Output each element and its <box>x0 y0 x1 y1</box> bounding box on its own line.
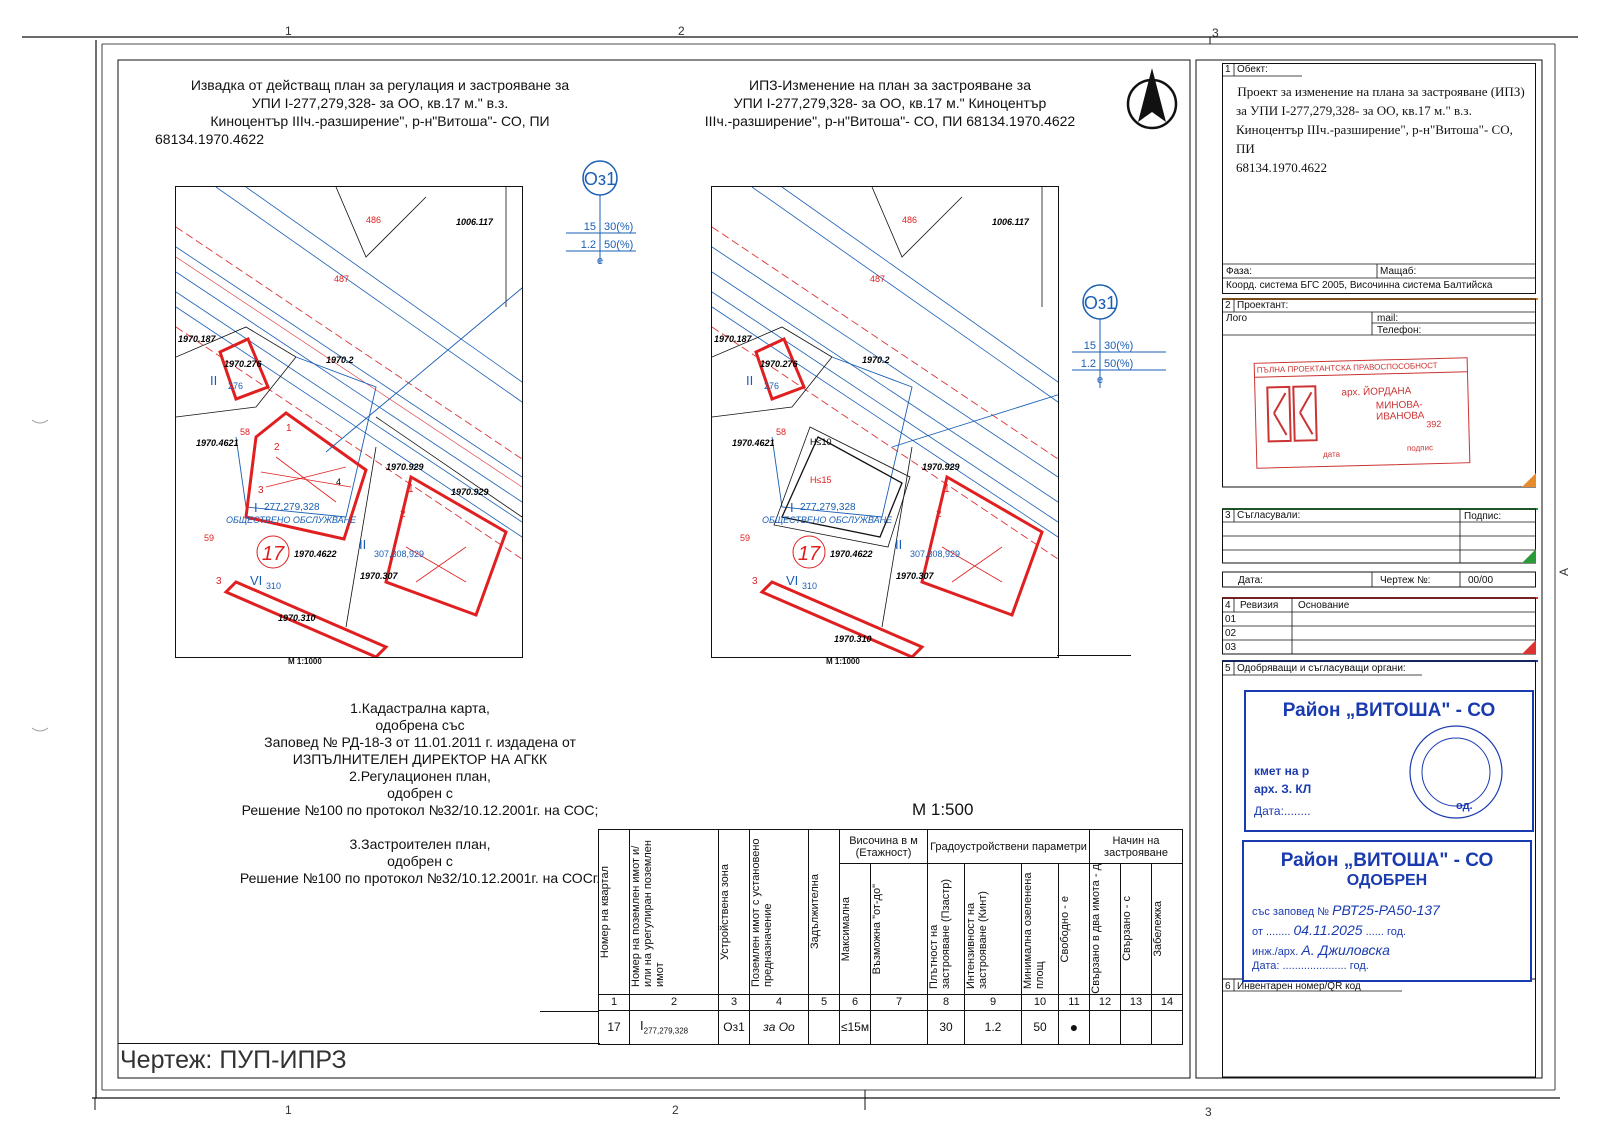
svg-text:3: 3 <box>258 485 264 496</box>
parameters-table: Номер на квартал Номер на поземлен имот и/или на урегулиран поземлен имот Устройствена зона Поземлен имот с установено предназначение Задължителна Височина в м (Етажност) Градоустройствени параметри Начин на застрояване Максимална Възможна "от-до" Плътност на застрояване (Пзастр) Интензивност на застрояване (Кинт) Минимална озеленена площ Свободно - е Свързано в два имота - д Свързано - с Забележка 1 2 3 4 5 6 7 8 9 10 11 12 13 14 17 $I_{277,279,328}$ Оз1 за Оо ≤15м 30 1.2 50 ● <box>598 829 1183 1045</box>
district-stamp-2: Район „ВИТОША" - СО ОДОБРЕН със заповед № РВТ25-РА50-137 от ........ 04.11.2025 ...... год. инж./арх. А. Джиловска Дата: ..................... год. <box>1242 840 1532 982</box>
svg-text:1970.276: 1970.276 <box>760 359 798 369</box>
svg-text:Оз1: Оз1 <box>1083 293 1117 313</box>
svg-text:I: I <box>254 500 258 515</box>
quarter-number: 17 <box>261 543 285 565</box>
svg-text:58: 58 <box>240 427 251 437</box>
grid-top-2: 2 <box>678 24 685 38</box>
column-numbers-row: 1 2 3 4 5 6 7 8 9 10 11 12 13 14 <box>599 994 1183 1010</box>
grid-bottom-3: 3 <box>1205 1105 1212 1119</box>
zone-legend-right <box>1060 284 1170 394</box>
svg-text:59: 59 <box>204 533 215 543</box>
grid-side-letter: A <box>1557 567 1572 577</box>
svg-text:е: е <box>1096 374 1104 386</box>
svg-text:ОБЩЕСТВЕНО ОБСЛУЖВАНЕ: ОБЩЕСТВЕНО ОБСЛУЖВАНЕ <box>226 515 357 525</box>
grid-top-1: 1 <box>285 24 292 38</box>
svg-text:17: 17 <box>797 543 821 565</box>
object-label: Обект: <box>1237 64 1268 75</box>
svg-text:2: 2 <box>936 509 942 520</box>
svg-text:30(%): 30(%) <box>604 221 634 233</box>
svg-text:307,308,929: 307,308,929 <box>910 549 961 559</box>
zone-legend-left <box>560 160 640 270</box>
svg-text:15: 15 <box>1083 340 1096 352</box>
svg-text:I: I <box>790 500 794 515</box>
svg-text:1970.4621: 1970.4621 <box>732 438 775 448</box>
svg-text:1970.310: 1970.310 <box>278 613 316 623</box>
svg-text:307,308,929: 307,308,929 <box>374 549 425 559</box>
left-map-scale: М 1:1000 <box>288 657 322 666</box>
grid-bottom-1: 1 <box>285 1103 292 1117</box>
svg-text:50(%): 50(%) <box>604 239 634 251</box>
svg-text:1006.117: 1006.117 <box>456 217 493 227</box>
svg-text:II: II <box>210 373 218 388</box>
svg-text:276: 276 <box>228 381 244 391</box>
proposed-plan-map <box>711 186 1059 658</box>
svg-text:1: 1 <box>408 484 414 495</box>
svg-text:3: 3 <box>216 576 222 587</box>
svg-text:310: 310 <box>266 581 282 591</box>
svg-text:1970.307: 1970.307 <box>896 571 934 581</box>
right-map-title: ИПЗ-Изменение на план за застрояване за УПИ I-277,279,328- за ОО, кв.17 м." Киноцентър IIIч.-разширение", р-н"Витоша"- СО, ПИ 68134.1970.4622 <box>704 77 1076 129</box>
district-stamp-1: Район „ВИТОША" - СО кмет на р арх. З. КЛ Дата:........ од. <box>1244 690 1534 832</box>
grid-bottom-2: 2 <box>672 1103 679 1117</box>
svg-text:1970.187: 1970.187 <box>178 334 216 344</box>
svg-text:276: 276 <box>764 381 780 391</box>
drawing-number: 00/00 <box>1468 575 1494 586</box>
approval-notes: 1.Кадастрална карта, одобрена със Заповед № РД-18-3 от 11.01.2011 г. издадена от ИЗПЪЛНИТЕЛЕН ДИРЕКТОР НА АГКК 2.Регулационен план, одобрен с Решение №100 по протокол №32/10.12.2001г. на СОС; 3.Застроителен план, одобрен с Решение №100 по протокол №32/10.12.2001г. на СОСг. <box>239 700 601 886</box>
svg-text:1: 1 <box>286 423 292 434</box>
height-max: H≤15 <box>810 475 832 485</box>
designer-stamp: ПЪЛНА ПРОЕКТАНТСКА ПРАВОСПОСОБНОСТ арх. ЙОРДАНА МИНОВА-ИВАНОВА 392 дата подпис <box>1254 357 1471 469</box>
svg-text:ОБЩЕСТВЕНО ОБСЛУЖВАНЕ: ОБЩЕСТВЕНО ОБСЛУЖВАНЕ <box>762 515 893 525</box>
svg-text:1970.2: 1970.2 <box>326 355 354 365</box>
svg-text:VI: VI <box>250 573 263 588</box>
agreed-label: Съгласували: <box>1237 510 1301 521</box>
table-row: 17 $I_{277,279,328}$ Оз1 за Оо ≤15м 30 1.2 50 ● <box>599 1010 1183 1044</box>
svg-text:1970.310: 1970.310 <box>834 634 872 644</box>
zone-name: Оз1 <box>583 169 617 189</box>
svg-text:1970.929: 1970.929 <box>386 462 424 472</box>
svg-text:2: 2 <box>400 509 406 520</box>
svg-text:277,279,328: 277,279,328 <box>264 502 320 513</box>
north-arrow-icon <box>1124 66 1180 132</box>
svg-text:VI: VI <box>786 573 799 588</box>
svg-text:1970.4621: 1970.4621 <box>196 438 239 448</box>
svg-text:е: е <box>596 255 604 267</box>
svg-text:1970.4622: 1970.4622 <box>830 549 873 559</box>
left-map-title: Извадка от действащ план за регулация и застрояване за УПИ I-277,279,328- за ОО, кв.17 м." в.з. Киноцентър IIIч.-разширение", р-н"Витоша"- СО, ПИ 68134.1970.4622 <box>155 77 570 147</box>
svg-text:486: 486 <box>902 215 918 225</box>
approving-bodies-label: Одобряващи и съгласуващи органи: <box>1237 663 1406 674</box>
svg-text:3: 3 <box>752 576 758 587</box>
grid-top-3: 3 <box>1212 26 1219 40</box>
svg-text:1970.307: 1970.307 <box>360 571 398 581</box>
current-plan-map <box>175 186 523 658</box>
svg-text:1.2: 1.2 <box>1080 358 1096 370</box>
svg-text:1970.929: 1970.929 <box>922 462 960 472</box>
svg-text:1: 1 <box>944 484 950 495</box>
svg-text:1970.187: 1970.187 <box>714 334 752 344</box>
main-scale: М 1:500 <box>912 800 974 819</box>
svg-text:1970.929: 1970.929 <box>451 487 489 497</box>
svg-text:487: 487 <box>334 274 350 284</box>
svg-text:58: 58 <box>776 427 787 437</box>
inventory-label: Инвентарен номер/QR код <box>1237 981 1361 992</box>
svg-text:1970.2: 1970.2 <box>862 355 890 365</box>
svg-text:II: II <box>746 373 754 388</box>
svg-text:1.2: 1.2 <box>580 239 596 251</box>
right-map-scale: М 1:1000 <box>826 657 860 666</box>
svg-text:2: 2 <box>274 442 280 453</box>
object-description: Проект за изменение на плана за застрояване (ИПЗ) за УПИ I-277,279,328- за ОО, кв.17 м." в.з. Киноцентър IIIч.-разширение", р-н"Витоша"- СО, ПИ 68134.1970.4622 <box>1236 84 1525 175</box>
svg-text:486: 486 <box>366 215 382 225</box>
svg-text:II: II <box>359 537 367 552</box>
svg-text:277,279,328: 277,279,328 <box>800 502 856 513</box>
height-min: H≤10 <box>810 437 832 447</box>
svg-text:II: II <box>895 537 903 552</box>
svg-text:1970.276: 1970.276 <box>224 359 262 369</box>
svg-text:15: 15 <box>583 221 596 233</box>
drawing-name: Чертеж: ПУП-ИПРЗ <box>120 1046 347 1074</box>
designer-label: Проектант: <box>1237 300 1289 311</box>
svg-text:487: 487 <box>870 274 886 284</box>
svg-text:1970.4622: 1970.4622 <box>294 549 337 559</box>
svg-text:1006.117: 1006.117 <box>992 217 1029 227</box>
svg-text:59: 59 <box>740 533 751 543</box>
svg-text:4: 4 <box>336 477 342 487</box>
svg-text:310: 310 <box>802 581 818 591</box>
svg-text:30(%): 30(%) <box>1104 340 1134 352</box>
svg-text:50(%): 50(%) <box>1104 358 1134 370</box>
